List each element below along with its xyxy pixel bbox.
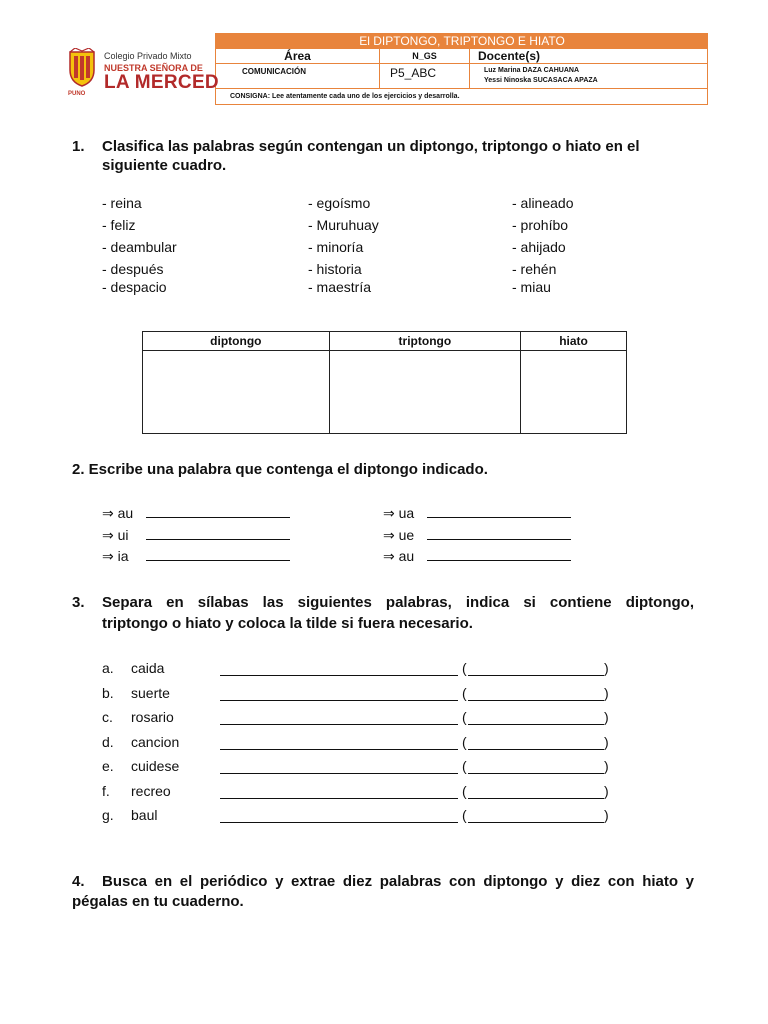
item-letter: a. xyxy=(102,660,114,676)
syllable-answer-line[interactable] xyxy=(220,687,458,701)
word-item: - rehén xyxy=(512,261,557,277)
open-paren: ( xyxy=(462,684,467,701)
word-item: - feliz xyxy=(102,217,136,233)
syllable-row xyxy=(102,709,622,734)
table-cell-triptongo[interactable] xyxy=(329,351,520,434)
area-label: Área xyxy=(216,49,380,64)
diptongo-row xyxy=(102,548,290,570)
classification-table xyxy=(142,331,627,434)
q4-text-line2: pégalas en tu cuaderno. xyxy=(72,893,244,910)
answer-line[interactable] xyxy=(146,548,290,561)
item-word: caida xyxy=(131,660,165,676)
type-answer-line[interactable] xyxy=(468,809,604,823)
q3-number: 3. xyxy=(72,594,85,611)
logo-line1: Colegio Privado Mixto xyxy=(104,51,192,61)
syllable-answer-line[interactable] xyxy=(220,736,458,750)
table-header-triptongo: triptongo xyxy=(329,332,520,351)
word-item: - después xyxy=(102,261,164,277)
word-item: - deambular xyxy=(102,239,177,255)
q3-list xyxy=(102,660,622,832)
diptongo-label: ⇒ au xyxy=(383,548,415,564)
word-item: - maestría xyxy=(308,279,372,295)
docentes-label: Docente(s) xyxy=(470,49,708,64)
item-word: baul xyxy=(131,807,158,823)
word-item: - miau xyxy=(512,279,551,295)
close-paren: ) xyxy=(604,684,609,701)
diptongo-row xyxy=(102,505,290,527)
diptongo-label: ⇒ ua xyxy=(383,505,415,521)
diptongo-label: ⇒ ue xyxy=(383,526,415,543)
docente-1: Luz Marina DAZA CAHUANA xyxy=(484,67,580,74)
close-paren: ) xyxy=(604,807,609,823)
diptongo-row xyxy=(383,527,571,549)
syllable-answer-line[interactable] xyxy=(220,662,458,676)
answer-line[interactable] xyxy=(427,548,571,561)
syllable-answer-line[interactable] xyxy=(220,760,458,774)
answer-line[interactable] xyxy=(427,505,571,518)
open-paren: ( xyxy=(462,709,467,725)
type-answer-line[interactable] xyxy=(468,711,604,725)
q3-text-line1: Separa en sílabas las siguientes palabras, indica si contiene diptongo, xyxy=(102,594,694,611)
ngs-label: N_GS xyxy=(380,49,470,64)
open-paren: ( xyxy=(462,733,467,750)
q1-text: Clasifica las palabras según contengan un diptongo, triptongo o hiato en el siguiente cuadro. xyxy=(102,138,640,174)
diptongo-label: ⇒ ia xyxy=(102,548,129,564)
school-logo xyxy=(60,33,219,105)
answer-line[interactable] xyxy=(427,527,571,540)
syllable-answer-line[interactable] xyxy=(220,711,458,725)
item-word: rosario xyxy=(131,709,174,725)
q1-number: 1. xyxy=(72,138,85,155)
q1-column-3 xyxy=(512,194,574,300)
word-item: - prohíbo xyxy=(512,217,569,233)
diptongo-row xyxy=(383,548,571,570)
type-answer-line[interactable] xyxy=(468,760,604,774)
item-letter: b. xyxy=(102,684,114,701)
item-letter: c. xyxy=(102,709,113,725)
item-word: recreo xyxy=(131,782,171,799)
type-answer-line[interactable] xyxy=(468,785,604,799)
item-letter: f. xyxy=(102,782,110,799)
open-paren: ( xyxy=(462,758,467,774)
shield-icon xyxy=(67,48,97,88)
type-answer-line[interactable] xyxy=(468,662,604,676)
diptongo-row xyxy=(383,505,571,527)
close-paren: ) xyxy=(604,709,609,725)
diptongo-row xyxy=(102,527,290,549)
type-answer-line[interactable] xyxy=(468,687,604,701)
word-item: - Muruhuay xyxy=(308,217,379,233)
item-word: cancion xyxy=(131,733,180,750)
docentes-value xyxy=(470,64,708,89)
open-paren: ( xyxy=(462,782,467,799)
item-letter: e. xyxy=(102,758,114,774)
syllable-row xyxy=(102,685,622,710)
syllable-row xyxy=(102,734,622,759)
close-paren: ) xyxy=(604,758,609,774)
open-paren: ( xyxy=(462,660,467,676)
table-header-diptongo: diptongo xyxy=(143,332,330,351)
syllable-answer-line[interactable] xyxy=(220,809,458,823)
q1-column-1 xyxy=(102,194,177,300)
q4-number: 4. xyxy=(72,873,85,890)
logo-line2: NUESTRA SEÑORA DE xyxy=(104,63,203,73)
item-word: suerte xyxy=(131,684,170,701)
syllable-row xyxy=(102,783,622,808)
page-title: El DIPTONGO, TRIPTONGO E HIATO xyxy=(216,33,708,49)
word-item: - ahijado xyxy=(512,239,566,255)
close-paren: ) xyxy=(604,660,609,676)
diptongo-label: ⇒ ui xyxy=(102,526,129,543)
item-letter: d. xyxy=(102,733,114,750)
word-item: - alineado xyxy=(512,195,574,211)
word-item: - despacio xyxy=(102,279,167,295)
word-item: - egoísmo xyxy=(308,195,371,211)
logo-city: PUNO xyxy=(68,91,86,97)
syllable-answer-line[interactable] xyxy=(220,785,458,799)
q2-right-list xyxy=(383,505,571,570)
close-paren: ) xyxy=(604,782,609,799)
item-letter: g. xyxy=(102,807,114,823)
table-cell-diptongo[interactable] xyxy=(143,351,330,434)
area-value: COMUNICACIÓN xyxy=(216,64,380,89)
close-paren: ) xyxy=(604,733,609,750)
type-answer-line[interactable] xyxy=(468,736,604,750)
consigna: CONSIGNA: Lee atentamente cada uno de los ejercicios y desarrolla. xyxy=(216,89,708,105)
word-item: - reina xyxy=(102,195,142,211)
syllable-row xyxy=(102,660,622,685)
answer-line[interactable] xyxy=(146,527,290,540)
q1-column-2 xyxy=(308,194,379,300)
item-word: cuidese xyxy=(131,758,180,774)
table-header-hiato: hiato xyxy=(521,332,627,351)
answer-line[interactable] xyxy=(146,505,290,518)
table-cell-hiato[interactable] xyxy=(521,351,627,434)
logo-line3: LA MERCED xyxy=(104,72,219,93)
word-item: - minoría xyxy=(308,239,364,255)
q4-text-line1: Busca en el periódico y extrae diez palabras con diptongo y diez con hiato y xyxy=(102,873,694,890)
diptongo-label: ⇒ au xyxy=(102,505,134,521)
word-item: - historia xyxy=(308,261,362,277)
syllable-row xyxy=(102,758,622,783)
syllable-row xyxy=(102,807,622,832)
open-paren: ( xyxy=(462,807,467,823)
q2-text: 2. Escribe una palabra que contenga el diptongo indicado. xyxy=(72,461,488,478)
ngs-value: P5_ABC xyxy=(380,64,470,89)
q3-text-line2: triptongo o hiato y coloca la tilde si fuera necesario. xyxy=(102,615,473,632)
q2-left-list xyxy=(102,505,290,570)
docente-2: Yessi Ninoska SUCASACA APAZA xyxy=(484,77,598,84)
